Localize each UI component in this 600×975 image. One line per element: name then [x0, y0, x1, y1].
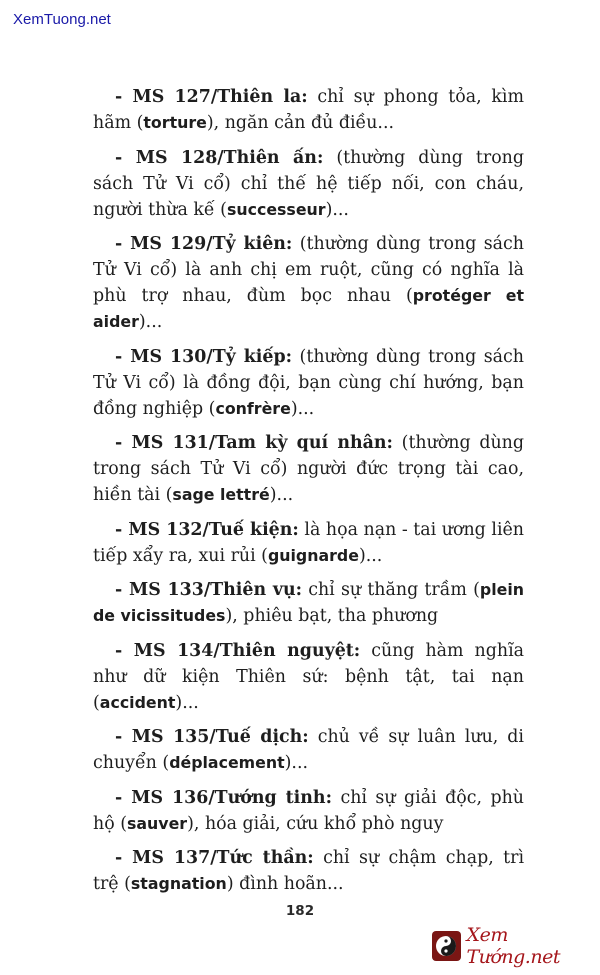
- entry-text: cũng hàm nghĩa như dữ kiện Thiên sứ: bệnh tật, tai nạn (: [93, 640, 524, 713]
- entry-text: chỉ sự chậm chạp, trì trệ (: [93, 848, 524, 894]
- entry-head: - MS 132/Tuế kiện:: [115, 519, 299, 540]
- entry-term: accident: [99, 692, 176, 712]
- entry-term: déplacement: [169, 753, 285, 772]
- entry-head: - MS 128/Thiên ấn:: [115, 147, 324, 168]
- glossary-entry: [93, 724, 524, 776]
- entry-head: - MS 137/Tức thần:: [115, 848, 314, 868]
- entry-text: chủ về sự luân lưu, di chuyển (: [93, 727, 524, 773]
- entry-text: ), ngăn cản đủ điều...: [206, 113, 395, 133]
- glossary-entry: [93, 638, 524, 716]
- logo-text: Xem Tướng.net: [466, 924, 560, 968]
- entry-text: chỉ sự phong tỏa, kìm hãm (: [93, 87, 524, 133]
- entry-text: chỉ sự thăng trầm (: [302, 580, 480, 600]
- entry-term: plein de vicissitudes: [93, 580, 525, 625]
- entry-head: - MS 131/Tam kỳ quí nhân:: [115, 433, 393, 453]
- entry-term: torture: [143, 113, 207, 132]
- entry-text: (thường dùng trong sách Tử Vi cổ) là đồng đội, bạn cùng chí hướng, bạn đồng nghiệp (: [93, 346, 524, 419]
- entry-text: ), hóa giải, cứu khổ phò nguy: [187, 813, 444, 834]
- entry-text: (thường dùng trong sách Tử Vi cổ) chỉ thế hệ tiếp nối, con cháu, người thừa kế (: [93, 147, 524, 220]
- glossary-entry: [93, 577, 524, 629]
- yin-yang-icon: [432, 931, 461, 961]
- entry-term: sauver: [126, 813, 188, 833]
- glossary-entry: [93, 344, 524, 422]
- entry-text: )...: [138, 312, 163, 332]
- entry-head: - MS 130/Tỷ kiếp:: [115, 346, 293, 367]
- site-logo: [432, 924, 600, 968]
- page-number: 182: [285, 903, 315, 919]
- entry-head: - MS 135/Tuế dịch:: [115, 727, 309, 747]
- entry-head: - MS 133/Thiên vụ:: [115, 580, 303, 600]
- glossary-entry: [93, 517, 524, 569]
- glossary-entry: [93, 430, 524, 508]
- entry-text: ), phiêu bạt, tha phương: [225, 606, 439, 626]
- glossary-entry: [93, 84, 524, 136]
- entry-text: (thường dùng trong sách Tử Vi cổ) là anh chị em ruột, cũng có nghĩa là phù trợ nhau, đùm bọc nhau (: [93, 234, 524, 306]
- glossary-entry: [93, 785, 524, 837]
- watermark-site-name: XemTuong.net: [13, 11, 111, 28]
- entry-term: sage lettré: [172, 485, 270, 504]
- entry-term: stagnation: [130, 874, 227, 893]
- entry-text: )...: [269, 485, 294, 505]
- entry-text: là họa nạn - tai ương liên tiếp xẩy ra, xui rủi (: [93, 519, 524, 566]
- entry-text: ) đình hoãn...: [226, 874, 344, 894]
- entry-head: - MS 127/Thiên la:: [115, 87, 308, 107]
- glossary-entry: [93, 845, 524, 897]
- entry-text: (thường dùng trong sách Tử Vi cổ) người đức trọng tài cao, hiền tài (: [93, 433, 524, 505]
- entry-head: - MS 134/Thiên nguyệt:: [115, 640, 361, 661]
- entry-term: confrère: [215, 398, 291, 418]
- entry-text: )...: [175, 692, 199, 713]
- glossary-list: [93, 84, 524, 906]
- entry-text: )...: [358, 545, 383, 566]
- entry-head: - MS 129/Tỷ kiên:: [115, 234, 293, 254]
- entry-term: protéger et aider: [93, 286, 525, 331]
- entry-text: )...: [284, 753, 309, 773]
- entry-text: )...: [325, 199, 349, 220]
- glossary-entry: [93, 145, 524, 223]
- entry-text: )...: [290, 398, 315, 419]
- entry-text: chỉ sự giải độc, phù hộ (: [93, 787, 524, 834]
- entry-term: guignarde: [267, 545, 359, 565]
- glossary-entry: [93, 231, 524, 335]
- entry-term: successeur: [226, 199, 326, 219]
- entry-head: - MS 136/Tướng tinh:: [115, 787, 332, 808]
